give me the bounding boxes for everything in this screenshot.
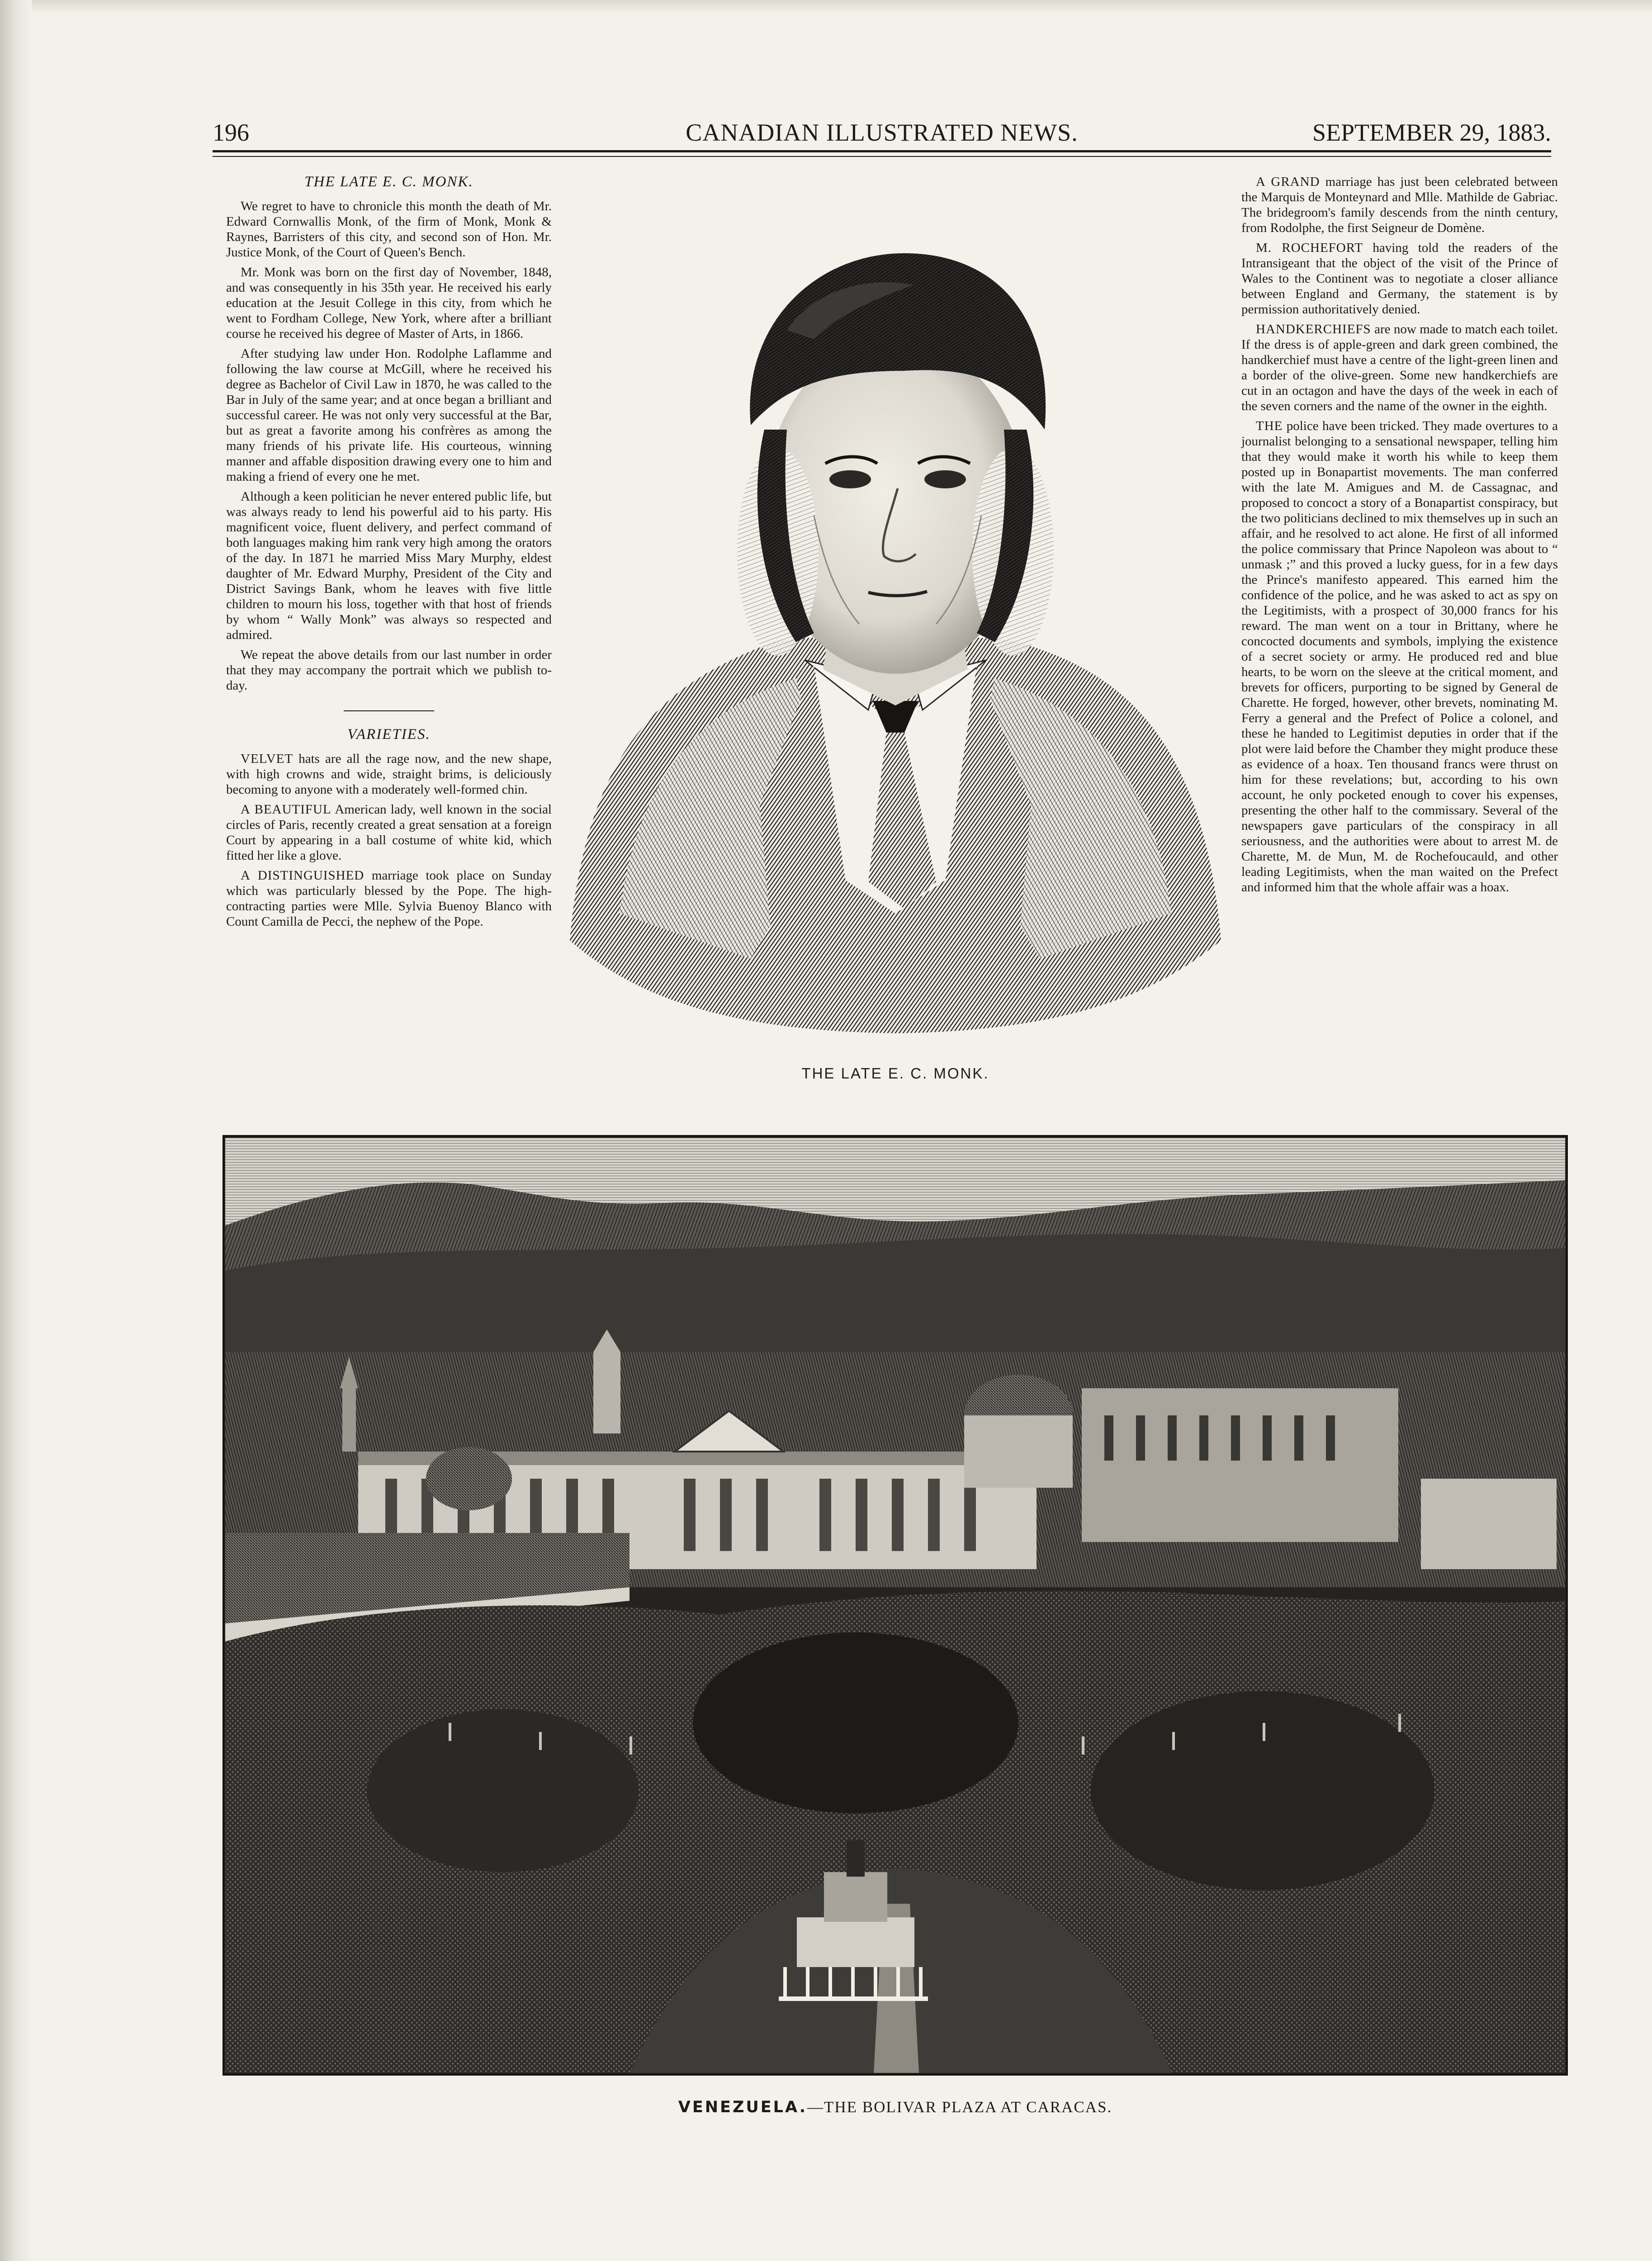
news-item-lead: THE	[1256, 419, 1283, 433]
news-item	[1241, 240, 1558, 317]
news-item-lead: M. ROCHEFORT	[1256, 241, 1363, 255]
bolivar-plaza-engraving	[222, 1135, 1568, 2076]
monk-paragraph: After studying law under Hon. Rodolphe Laflamme and following the law course at McGill, where he received his degree as Bachelor of Civil Law in 1870, he was called to the Bar in July of the same year; and at once began a brilliant and successful career. He was not only very successful at the Bar, but as great a favorite among his confrères as among the many friends of his private life. His courteous, winning manner and affable disposition drawing every one to him and making a friend of every one he met.	[226, 346, 552, 484]
left-column	[226, 174, 552, 934]
news-item-lead: HANDKERCHIEFS	[1256, 322, 1371, 336]
variety-item	[226, 751, 552, 797]
monk-paragraph: We repeat the above details from our last number in order that they may accompany the portrait which we publish to-day.	[226, 648, 552, 693]
header-rule	[213, 150, 1551, 152]
plaza-caption-country: VENEZUELA.	[678, 2098, 808, 2116]
news-item	[1241, 322, 1558, 414]
variety-lead: VELVET	[241, 752, 293, 766]
portrait-caption: THE LATE E. C. MONK.	[801, 1065, 989, 1082]
news-item-text: marriage has just been celebrated between the Marquis de Monteynard and Mlle. Mathilde de Gabriac. The bridegroom's family descends from the ninth century, from Rodolphe, the first Seigneur de Domène.	[1241, 175, 1558, 235]
variety-item	[226, 802, 552, 863]
plaza-caption	[222, 2098, 1568, 2116]
issue-date: SEPTEMBER 29, 1883.	[1312, 119, 1551, 146]
page-header	[213, 118, 1551, 150]
page-edge-left	[0, 0, 32, 2261]
news-item-text: are now made to match each toilet. If the dress is of apple-green and dark green combined, the handkerchief must have a centre of the light-green linen and a border of the olive-green. Some new handkerchiefs are cut in an octagon and have the days of the week in each of the seven corners and the name of the owner in the eighth.	[1241, 322, 1558, 413]
variety-text: hats are all the rage now, and the new shape, with high crowns and wide, straight brims, is deliciously becoming to anyone with a moderately well-formed chin.	[226, 752, 552, 797]
variety-text: marriage took place on Sunday which was particularly blessed by the Pope. The high-contracting parties were Mlle. Sylvia Buenoy Blanco with Count Camilla de Pecci, the nephew of the Pope.	[226, 868, 552, 929]
monk-paragraph: We regret to have to chronicle this month the death of Mr. Edward Cornwallis Monk, of the firm of Monk, Monk & Raynes, Barristers of this city, and second son of Hon. Mr. Justice Monk, of the Court of Queen's Bench.	[226, 199, 552, 260]
variety-text: American lady, well known in the social circles of Paris, recently created a great sensation at a foreign Court by appearing in a ball costume of white kid, which fitted her like a glove.	[226, 802, 552, 863]
page-edge-top	[0, 0, 1652, 14]
varieties-title: VARIETIES.	[347, 726, 431, 743]
variety-item	[226, 868, 552, 929]
monk-article-title: THE LATE E. C. MONK.	[304, 174, 473, 190]
page-number: 196	[213, 119, 249, 146]
monk-paragraph: Mr. Monk was born on the first day of November, 1848, and was consequently in his 35th year. He received his early education at the Jesuit College in this city, from which he went to Fordham College, New York, where after a brilliant course he received his degree of Master of Arts, in 1866.	[226, 265, 552, 341]
news-item-text: police have been tricked. They made overtures to a journalist belonging to a sensational newspaper, telling him that they would make it worth his while to keep them posted up in Bonapartist movements. The man conferred with the late M. Amigues and M. de Cassagnac, and proposed to concoct a story of a Bonapartist conspiracy, but the two politicians declined to mix themselves up in such an affair, and he resolved to act alone. He first of all informed the police commissary that Prince Napoleon was about to “ unmask ;” and this proved a lucky guess, for in a few days the Prince's manifesto appeared. This earned him the confidence of the police, and he was asked to act as spy on the Legitimists, with a prospect of 30,000 francs for his reward. The man went on a tour in Brittany, where he concocted documents and symbols, implying the existence of a secret society or army. He produced red and blue hearts, to be worn on the sleeve at the critical moment, and brevets for officers, purporting to be signed by General de Charette. He forged, however, other brevets, nominating M. Ferry a general and the Prefect of Police a colonel, and these he handed to Legitimist deputies in order that if the plot were laid before the Chamber they might produce these as evidence of a hoax. Ten thousand francs were thrust on him for these revelations; but, according to his own account, he only pocketed enough to cover his expenses, presenting the other half to the commissary. Several of the newspapers gave particulars of the conspiracy in all seriousness, and the authorities were about to arrest M. de Charette, M. de Mun, M. de Rochefoucauld, and other leading Legitimists, when the man waited on the Prefect and informed him that the whole affair was a hoax.	[1241, 419, 1558, 894]
news-item	[1241, 418, 1558, 895]
masthead: CANADIAN ILLUSTRATED NEWS.	[686, 119, 1078, 146]
variety-lead: A BEAUTIFUL	[241, 802, 331, 817]
news-item-lead: A GRAND	[1256, 175, 1320, 189]
header-rule-thin	[213, 156, 1551, 157]
news-item-text: having told the readers of the Intransigeant that the object of the visit of the Prince of Wales to the Continent was to negotiate a closer alliance between England and Germany, the statement is by permission authoritatively denied.	[1241, 241, 1558, 317]
monk-paragraph: Although a keen politician he never entered public life, but was always ready to lend his powerful aid to his party. His magnificent voice, fluent delivery, and perfect command of both languages making him rank very high among the orators of the day. In 1871 he married Miss Mary Murphy, eldest daughter of Mr. Edward Murphy, President of the City and District Savings Bank, whom he leaves with five little children to mourn his loss, together with that host of friends by whom “ Wally Monk” was always so respected and admired.	[226, 489, 552, 642]
right-column	[1241, 174, 1558, 899]
monk-portrait-engraving	[561, 235, 1230, 1036]
plaza-caption-text: —THE BOLIVAR PLAZA AT CARACAS.	[807, 2098, 1112, 2116]
news-item	[1241, 174, 1558, 236]
variety-lead: A DISTINGUISHED	[241, 868, 364, 883]
section-divider	[344, 710, 434, 711]
